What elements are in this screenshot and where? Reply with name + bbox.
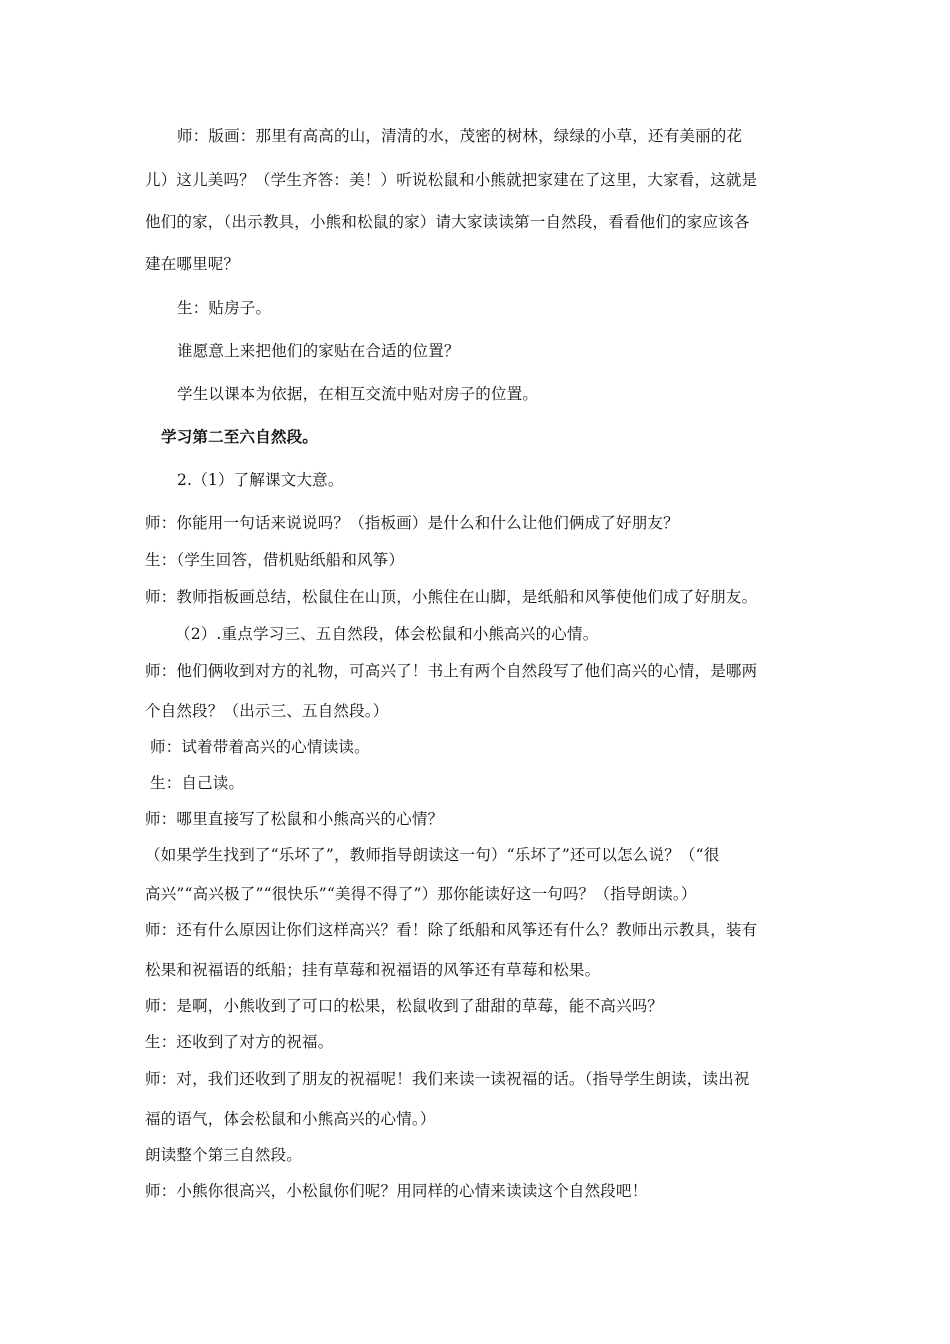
section-heading: 学习第二至六自然段。 (161, 427, 319, 446)
paragraph-line-9: 2.（1）了解课文大意。 (177, 471, 344, 489)
paragraph-line-4: 建在哪里呢？ (145, 255, 240, 273)
paragraph-line-1: 师：版画：那里有高高的山，清清的水，茂密的树林，绿绿的小草，还有美丽的花 (177, 127, 743, 145)
paragraph-line-15: 个自然段？（出示三、五自然段。） (145, 702, 389, 720)
paragraph-line-13: （2）.重点学习三、五自然段，体会松鼠和小熊高兴的心情。 (175, 625, 599, 643)
paragraph-line-23: 师：是啊，小熊收到了可口的松果，松鼠收到了甜甜的草莓，能不高兴吗？ (145, 997, 664, 1015)
paragraph-line-25: 师：对，我们还收到了朋友的祝福呢！我们来读一读祝福的话。（指导学生朗读，读出祝 (145, 1070, 750, 1088)
paragraph-line-7: 学生以课本为依据，在相互交流中贴对房子的位置。 (177, 385, 539, 403)
paragraph-line-18: 师：哪里直接写了松鼠和小熊高兴的心情？ (145, 810, 444, 828)
paragraph-line-22: 松果和祝福语的纸船；挂有草莓和祝福语的风筝还有草莓和松果。 (145, 961, 601, 979)
paragraph-line-19: （如果学生找到了“乐坏了”，教师指导朗读这一句）“乐坏了”还可以怎么说？（“很 (145, 846, 720, 864)
paragraph-line-10: 师：你能用一句话来说说吗？（指板画）是什么和什么让他们俩成了好朋友？ (145, 514, 679, 532)
paragraph-line-16: 师：试着带着高兴的心情读读。 (150, 738, 370, 756)
paragraph-line-26: 福的语气，体会松鼠和小熊高兴的心情。） (145, 1110, 436, 1128)
paragraph-line-28: 师：小熊你很高兴，小松鼠你们呢？用同样的心情来读读这个自然段吧！ (145, 1182, 648, 1200)
paragraph-line-2: 儿）这儿美吗？（学生齐答：美！）听说松鼠和小熊就把家建在了这里，大家看，这就是 (145, 171, 758, 189)
paragraph-line-20: 高兴”“高兴极了”“很快乐”“美得不得了”）那你能读好这一句吗？（指导朗读。） (145, 885, 697, 903)
paragraph-line-12: 师：教师指板画总结，松鼠住在山顶，小熊住在山脚，是纸船和风筝使他们成了好朋友。 (145, 588, 758, 606)
paragraph-line-24: 生：还收到了对方的祝福。 (145, 1033, 334, 1051)
paragraph-line-3: 他们的家，（出示教具，小熊和松鼠的家）请大家读读第一自然段，看看他们的家应该各 (145, 213, 750, 231)
paragraph-line-5: 生：贴房子。 (177, 299, 272, 317)
paragraph-line-14: 师：他们俩收到对方的礼物，可高兴了！书上有两个自然段写了他们高兴的心情，是哪两 (145, 662, 758, 680)
paragraph-line-27: 朗读整个第三自然段。 (145, 1146, 303, 1164)
paragraph-line-21: 师：还有什么原因让你们这样高兴？看！除了纸船和风筝还有什么？教师出示教具，装有 (145, 921, 758, 939)
paragraph-line-6: 谁愿意上来把他们的家贴在合适的位置？ (177, 342, 460, 360)
paragraph-line-11: 生：（学生回答，借机贴纸船和风筝） (145, 551, 405, 569)
paragraph-line-17: 生：自己读。 (150, 774, 245, 792)
